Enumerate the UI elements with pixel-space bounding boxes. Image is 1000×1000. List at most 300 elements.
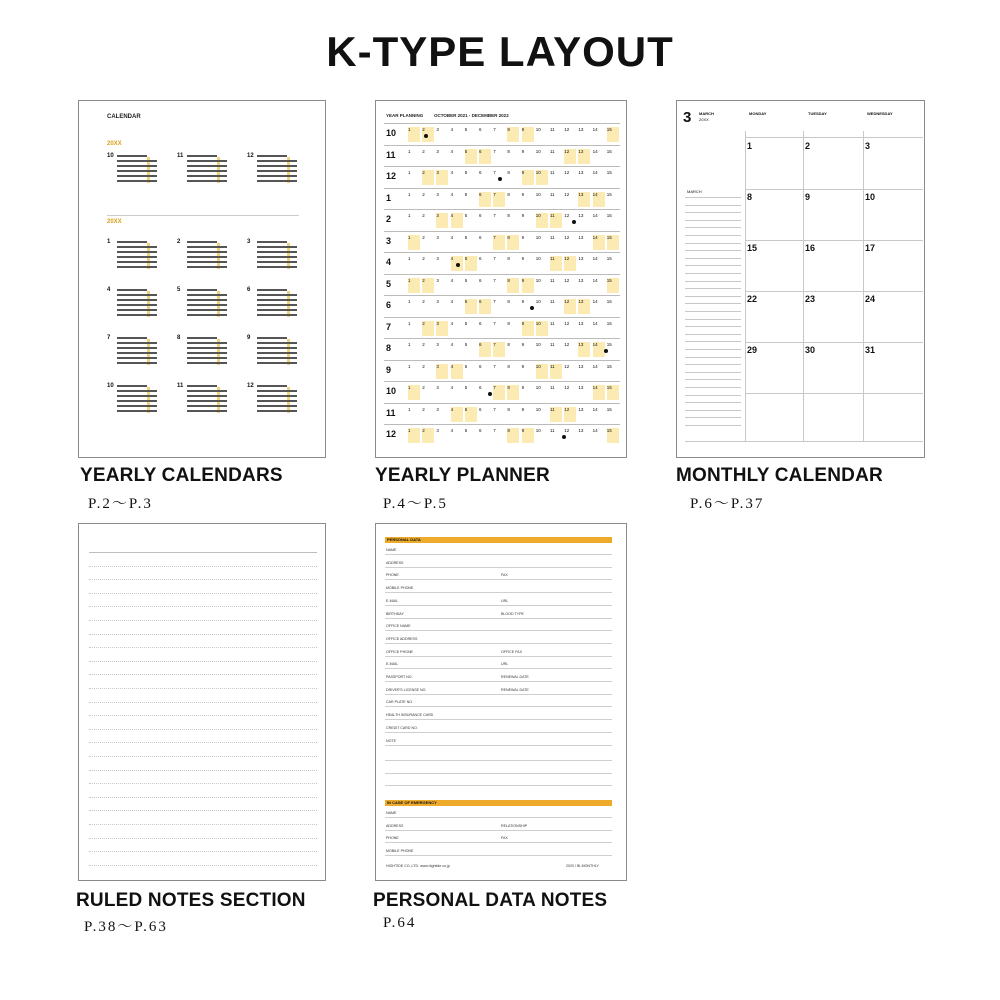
field-line	[385, 719, 612, 720]
planner-day-cell: 14	[593, 192, 605, 207]
planner-day-cell: 14	[592, 406, 598, 412]
grid-vline	[803, 131, 804, 441]
ruled-line	[89, 715, 317, 716]
week-row	[257, 309, 297, 311]
mini-month-number: 10	[107, 383, 114, 389]
pages-yearly-planner: P.4～P.5	[383, 496, 448, 512]
week-row	[117, 175, 157, 177]
personal-data-header: PERSONAL DATA	[387, 537, 421, 542]
side-list-line	[685, 334, 741, 335]
week-row	[117, 385, 147, 387]
week-row	[187, 314, 227, 316]
field-label-right: OFFICE FAX	[501, 649, 522, 654]
planner-day-cell: 4	[450, 299, 454, 304]
week-row	[257, 352, 297, 354]
side-list-line	[685, 364, 741, 365]
week-row	[117, 357, 157, 359]
planner-day-cell: 13	[578, 149, 590, 164]
planner-month-number: 11	[386, 407, 396, 418]
planner-day-cell: 12	[564, 213, 570, 218]
week-row	[257, 241, 287, 243]
emergency-header: IN CASE OF EMERGENCY	[387, 800, 437, 805]
planner-day-cell: 9	[521, 363, 525, 369]
planner-day-cell: 9	[521, 385, 525, 390]
planner-day-cell: 8	[507, 278, 519, 293]
day-number: 23	[805, 294, 816, 304]
planner-day-cell: 3	[436, 385, 439, 390]
planner-day-cell: 14	[593, 385, 605, 400]
side-month-label: MARCH	[687, 189, 702, 194]
mini-month	[177, 153, 229, 187]
planner-day-cell: 15	[607, 428, 619, 443]
planner-day-cell: 11	[550, 213, 562, 228]
planner-day-cell: 12	[564, 170, 570, 175]
week-row	[187, 180, 227, 182]
field-label-right: RENEWAL DATE	[501, 675, 529, 679]
planner-day-cell: 4	[450, 127, 454, 132]
planner-day-cell: 5	[464, 213, 468, 218]
planner-day-cell: 6	[479, 406, 482, 412]
planner-day-cell: 4	[451, 213, 463, 228]
grid-hline	[745, 291, 923, 292]
planner-day-cell: 1	[408, 363, 411, 369]
caption-personal-data: PERSONAL DATA NOTES	[373, 890, 608, 911]
mini-month	[107, 287, 159, 321]
planner-day-cell: 15	[607, 385, 619, 400]
field-label: MOBILE PHONE	[386, 586, 414, 591]
planner-day-cell: 14	[592, 170, 598, 175]
week-row	[117, 390, 157, 392]
field-line	[385, 630, 612, 631]
planner-day-cell: 2	[422, 299, 425, 304]
side-list-line	[685, 341, 741, 342]
field-line	[385, 830, 612, 831]
planner-row	[384, 188, 620, 208]
planner-day-cell: 5	[464, 127, 468, 132]
planner-day-cell: 7	[493, 235, 505, 250]
planner-row	[384, 424, 620, 444]
planner-day-cell: 8	[507, 148, 510, 154]
field-label: DRIVER'S LICENSE NO.	[386, 687, 427, 692]
ruled-notes-preview	[78, 523, 326, 881]
planner-day-cell: 9	[522, 170, 534, 185]
monthly-calendar-preview	[676, 100, 925, 458]
field-line	[385, 592, 612, 593]
planner-day-cell: 7	[493, 213, 496, 218]
planner-day-cell: 13	[578, 213, 584, 218]
planner-day-cell: 12	[564, 256, 576, 271]
planner-day-cell: 8	[507, 299, 510, 304]
week-row	[117, 165, 157, 167]
field-label: NAME	[386, 548, 397, 552]
day-header-wed: WEDNESDAY	[867, 111, 893, 116]
week-row	[187, 170, 227, 172]
field-line	[385, 745, 612, 746]
planner-day-cell: 11	[550, 428, 555, 433]
week-row	[187, 261, 227, 263]
planner-day-cell: 8	[507, 235, 519, 250]
side-list-line	[685, 326, 741, 327]
side-list-line	[685, 273, 741, 274]
moon-phase-icon	[604, 349, 608, 353]
field-label: PASSPORT NO.	[386, 675, 413, 679]
week-row	[117, 180, 157, 182]
ruled-line	[89, 729, 317, 730]
planner-row	[384, 209, 620, 229]
planner-day-cell: 4	[450, 191, 454, 197]
planner-day-cell: 4	[450, 234, 454, 240]
personal-data-header-bar	[385, 537, 612, 543]
side-list-line	[685, 395, 741, 396]
planner-day-cell: 11	[550, 148, 555, 154]
week-row	[257, 337, 287, 339]
planner-month-number: 2	[386, 214, 392, 224]
ruled-line	[89, 688, 317, 689]
side-list-line	[685, 243, 741, 244]
field-line	[385, 668, 612, 669]
side-list-line	[685, 250, 741, 251]
side-list-line	[685, 349, 741, 350]
planner-label: YEAR PLANNING	[386, 113, 424, 118]
planner-row	[384, 123, 620, 143]
side-list-line	[685, 227, 741, 228]
planner-day-cell: 4	[451, 364, 463, 379]
week-row	[187, 390, 227, 392]
planner-day-cell: 11	[550, 191, 555, 197]
field-line	[385, 694, 612, 695]
week-row	[187, 342, 227, 344]
planner-day-cell: 1	[408, 213, 411, 218]
mini-month	[177, 287, 229, 321]
planner-day-cell: 6	[479, 385, 482, 390]
week-row	[117, 337, 147, 339]
planner-day-cell: 15	[606, 406, 612, 412]
field-label-right: FAX	[501, 573, 508, 578]
planner-day-cell: 10	[535, 385, 541, 390]
ruled-line	[89, 606, 317, 607]
planner-day-cell: 14	[592, 256, 598, 261]
mini-month	[107, 153, 159, 187]
week-row	[257, 304, 297, 306]
planner-day-cell: 7	[493, 406, 496, 412]
side-list-line	[685, 281, 741, 282]
week-row	[187, 294, 227, 296]
month-number: 3	[683, 109, 692, 126]
day-number: 8	[747, 192, 753, 202]
week-row	[257, 155, 287, 157]
planner-day-cell: 7	[493, 256, 496, 261]
planner-day-cell: 8	[507, 406, 510, 412]
calendar-label: CALENDAR	[107, 114, 141, 120]
page-title: K-TYPE LAYOUT	[326, 28, 674, 75]
planner-day-cell: 10	[535, 299, 541, 304]
side-list-line	[685, 372, 741, 373]
field-label: ADDRESS	[386, 560, 404, 565]
planner-day-cell: 7	[493, 192, 505, 207]
week-row	[187, 347, 227, 349]
week-row	[257, 410, 297, 412]
mini-month	[107, 383, 159, 417]
planner-day-cell: 4	[450, 148, 454, 154]
planner-day-cell: 1	[408, 191, 411, 197]
week-row	[257, 314, 297, 316]
planner-row	[384, 338, 620, 358]
side-list-line	[685, 212, 741, 213]
week-row	[117, 261, 157, 263]
moon-phase-icon	[424, 134, 428, 138]
day-number: 31	[865, 345, 876, 355]
grid-hline	[745, 189, 923, 190]
planner-month-number: 10	[386, 386, 397, 396]
planner-day-cell: 9	[521, 234, 525, 240]
planner-day-cell: 13	[578, 256, 584, 261]
planner-month-number: 12	[386, 171, 397, 181]
week-row	[187, 352, 227, 354]
planner-day-cell: 5	[464, 342, 468, 347]
planner-day-cell: 12	[564, 320, 570, 326]
planner-day-cell: 15	[606, 191, 612, 197]
planner-day-cell: 3	[436, 170, 448, 185]
pages-yearly-calendars: P.2～P.3	[88, 496, 153, 512]
planner-day-cell: 14	[592, 277, 598, 283]
planner-day-cell: 12	[564, 407, 576, 422]
planner-day-cell: 10	[536, 213, 548, 228]
field-line	[385, 567, 612, 568]
planner-day-cell: 5	[465, 299, 477, 314]
planner-day-cell: 7	[493, 428, 496, 433]
planner-day-cell: 15	[606, 342, 612, 347]
planner-day-cell: 14	[592, 213, 598, 218]
planner-day-cell: 9	[521, 148, 525, 154]
day-number: 10	[865, 192, 876, 202]
mini-month-number: 11	[177, 383, 184, 389]
planner-day-cell: 10	[535, 191, 541, 197]
planner-day-cell: 2	[422, 234, 425, 240]
planner-day-cell: 13	[578, 363, 584, 369]
week-row	[117, 314, 157, 316]
planner-day-cell: 11	[550, 299, 555, 304]
mini-month	[247, 335, 299, 369]
field-label-right: BLOOD TYPE	[501, 611, 524, 616]
planner-day-cell: 6	[479, 277, 482, 283]
side-list-line	[685, 288, 741, 289]
planner-month-number: 3	[386, 235, 392, 246]
planner-day-cell: 12	[564, 299, 576, 314]
planner-day-cell: 15	[606, 320, 612, 326]
caption-yearly-calendars: YEARLY CALENDARS	[80, 465, 283, 486]
planner-day-cell: 6	[479, 213, 482, 218]
mini-month-number: 1	[107, 239, 111, 245]
planner-day-cell: 11	[550, 234, 555, 240]
week-row	[187, 337, 217, 339]
bottom-line	[685, 441, 923, 442]
pages-personal-data: P.64	[383, 915, 417, 931]
ruled-line	[89, 647, 317, 648]
week-row	[187, 309, 227, 311]
planner-day-cell: 4	[450, 170, 454, 175]
mini-month-number: 7	[107, 335, 111, 341]
planner-day-cell: 7	[493, 170, 496, 175]
planner-day-cell: 4	[450, 277, 454, 283]
planner-day-cell: 12	[564, 428, 570, 433]
planner-day-cell: 14	[592, 320, 598, 326]
ruled-line	[89, 851, 317, 852]
day-number: 15	[747, 243, 758, 253]
planner-row	[384, 274, 620, 294]
week-row	[257, 261, 297, 263]
week-row	[117, 155, 147, 157]
planner-day-cell: 12	[564, 363, 570, 369]
week-row	[257, 347, 297, 349]
grid-vline	[745, 131, 746, 441]
week-row	[187, 160, 227, 162]
planner-range: OCTOBER 2021 - DECEMBER 2022	[434, 113, 509, 118]
note-line	[385, 773, 612, 774]
planner-day-cell: 4	[451, 407, 463, 422]
planner-day-cell: 13	[578, 385, 584, 390]
planner-day-cell: 1	[408, 406, 411, 412]
week-row	[117, 160, 157, 162]
planner-day-cell: 6	[479, 342, 491, 357]
ruled-line	[89, 661, 317, 662]
week-row	[117, 266, 157, 268]
week-row	[187, 299, 227, 301]
ruled-line	[89, 593, 317, 594]
planner-day-cell: 8	[507, 191, 510, 197]
planner-day-cell: 9	[521, 191, 525, 197]
week-row	[257, 289, 287, 291]
field-line	[385, 842, 612, 843]
planner-day-cell: 3	[436, 321, 448, 336]
planner-day-cell: 3	[436, 342, 439, 347]
planner-day-cell: 15	[606, 170, 612, 175]
planner-day-cell: 3	[436, 213, 448, 228]
planner-day-cell: 3	[436, 364, 448, 379]
week-row	[257, 256, 297, 258]
planner-day-cell: 10	[535, 256, 541, 261]
moon-phase-icon	[456, 263, 460, 267]
field-label: HEALTH INSURANCE CARD	[386, 713, 434, 718]
ruled-line	[89, 783, 317, 784]
planner-day-cell: 11	[550, 320, 555, 326]
planner-day-cell: 2	[422, 385, 425, 390]
grid-hline	[745, 393, 923, 394]
planner-day-cell: 6	[479, 320, 482, 326]
week-row	[257, 266, 297, 268]
planner-day-cell: 15	[607, 278, 619, 293]
field-label: OFFICE ADDRESS	[386, 636, 418, 641]
planner-day-cell: 14	[592, 299, 598, 304]
ruled-line	[89, 579, 317, 580]
side-list-line	[685, 402, 741, 403]
week-row	[117, 256, 157, 258]
mini-month	[247, 239, 299, 273]
planner-day-cell: 5	[464, 234, 468, 240]
ruled-line	[89, 865, 317, 866]
yearly-planner-preview	[375, 100, 627, 458]
week-row	[187, 289, 217, 291]
field-line	[385, 579, 612, 580]
planner-day-cell: 8	[507, 428, 519, 443]
planner-day-cell: 8	[507, 320, 510, 326]
planner-day-cell: 11	[550, 277, 555, 283]
planner-day-cell: 1	[408, 256, 411, 261]
planner-day-cell: 13	[578, 277, 584, 283]
planner-day-cell: 13	[578, 406, 584, 412]
footer-left: HIGHTIDE CO.,LTD. www.hightide.co.jp	[386, 864, 450, 868]
planner-day-cell: 12	[564, 149, 576, 164]
planner-day-cell: 10	[535, 127, 541, 132]
field-label: CAR PLATE NO.	[386, 700, 414, 705]
planner-day-cell: 11	[550, 256, 562, 271]
day-number: 30	[805, 345, 816, 355]
field-line	[385, 656, 612, 657]
planner-day-cell: 10	[535, 277, 541, 283]
ruled-line	[89, 770, 317, 771]
planner-month-number: 9	[386, 364, 392, 375]
planner-day-cell: 8	[507, 342, 510, 347]
planner-month-number: 11	[386, 149, 396, 160]
planner-row	[384, 252, 620, 272]
planner-day-cell: 7	[493, 127, 496, 132]
planner-day-cell: 13	[578, 127, 584, 132]
ruled-line	[89, 838, 317, 839]
planner-day-cell: 2	[422, 428, 434, 443]
field-label: ADDRESS	[386, 823, 404, 828]
planner-day-cell: 1	[408, 342, 411, 347]
planner-day-cell: 13	[578, 428, 584, 433]
field-line	[385, 681, 612, 682]
ruled-line	[89, 702, 317, 703]
planner-day-cell: 12	[564, 234, 570, 240]
planner-day-cell: 6	[479, 149, 491, 164]
planner-day-cell: 10	[536, 321, 548, 336]
planner-day-cell: 11	[550, 127, 555, 132]
planner-day-cell: 7	[493, 148, 496, 154]
mini-month	[247, 383, 299, 417]
planner-day-cell: 1	[408, 299, 411, 304]
planner-day-cell: 4	[450, 342, 454, 347]
planner-day-cell: 9	[522, 278, 534, 293]
planner-day-cell: 8	[507, 363, 510, 369]
planner-day-cell: 5	[464, 428, 468, 433]
planner-row	[384, 317, 620, 337]
ruled-line	[89, 634, 317, 635]
planner-day-cell: 3	[436, 299, 439, 304]
planner-day-cell: 1	[408, 170, 411, 175]
planner-day-cell: 2	[422, 406, 425, 412]
side-list-line	[685, 303, 741, 304]
yearly-calendars-preview	[78, 100, 326, 458]
planner-row	[384, 295, 620, 315]
planner-day-cell: 7	[493, 320, 496, 326]
planner-day-cell: 3	[436, 428, 439, 433]
grid-hline	[745, 240, 923, 241]
planner-month-number: 10	[386, 128, 397, 138]
planner-day-cell: 7	[493, 277, 496, 283]
week-row	[117, 395, 157, 397]
mini-month	[107, 239, 159, 273]
planner-day-cell: 15	[607, 235, 619, 250]
week-row	[117, 241, 147, 243]
year-label-1: 20XX	[107, 141, 122, 147]
planner-month-number: 4	[386, 257, 392, 267]
week-row	[117, 400, 157, 402]
planner-day-cell: 10	[535, 406, 541, 412]
planner-day-cell: 10	[535, 234, 541, 240]
planner-day-cell: 13	[578, 299, 590, 314]
planner-day-cell: 9	[521, 406, 525, 412]
